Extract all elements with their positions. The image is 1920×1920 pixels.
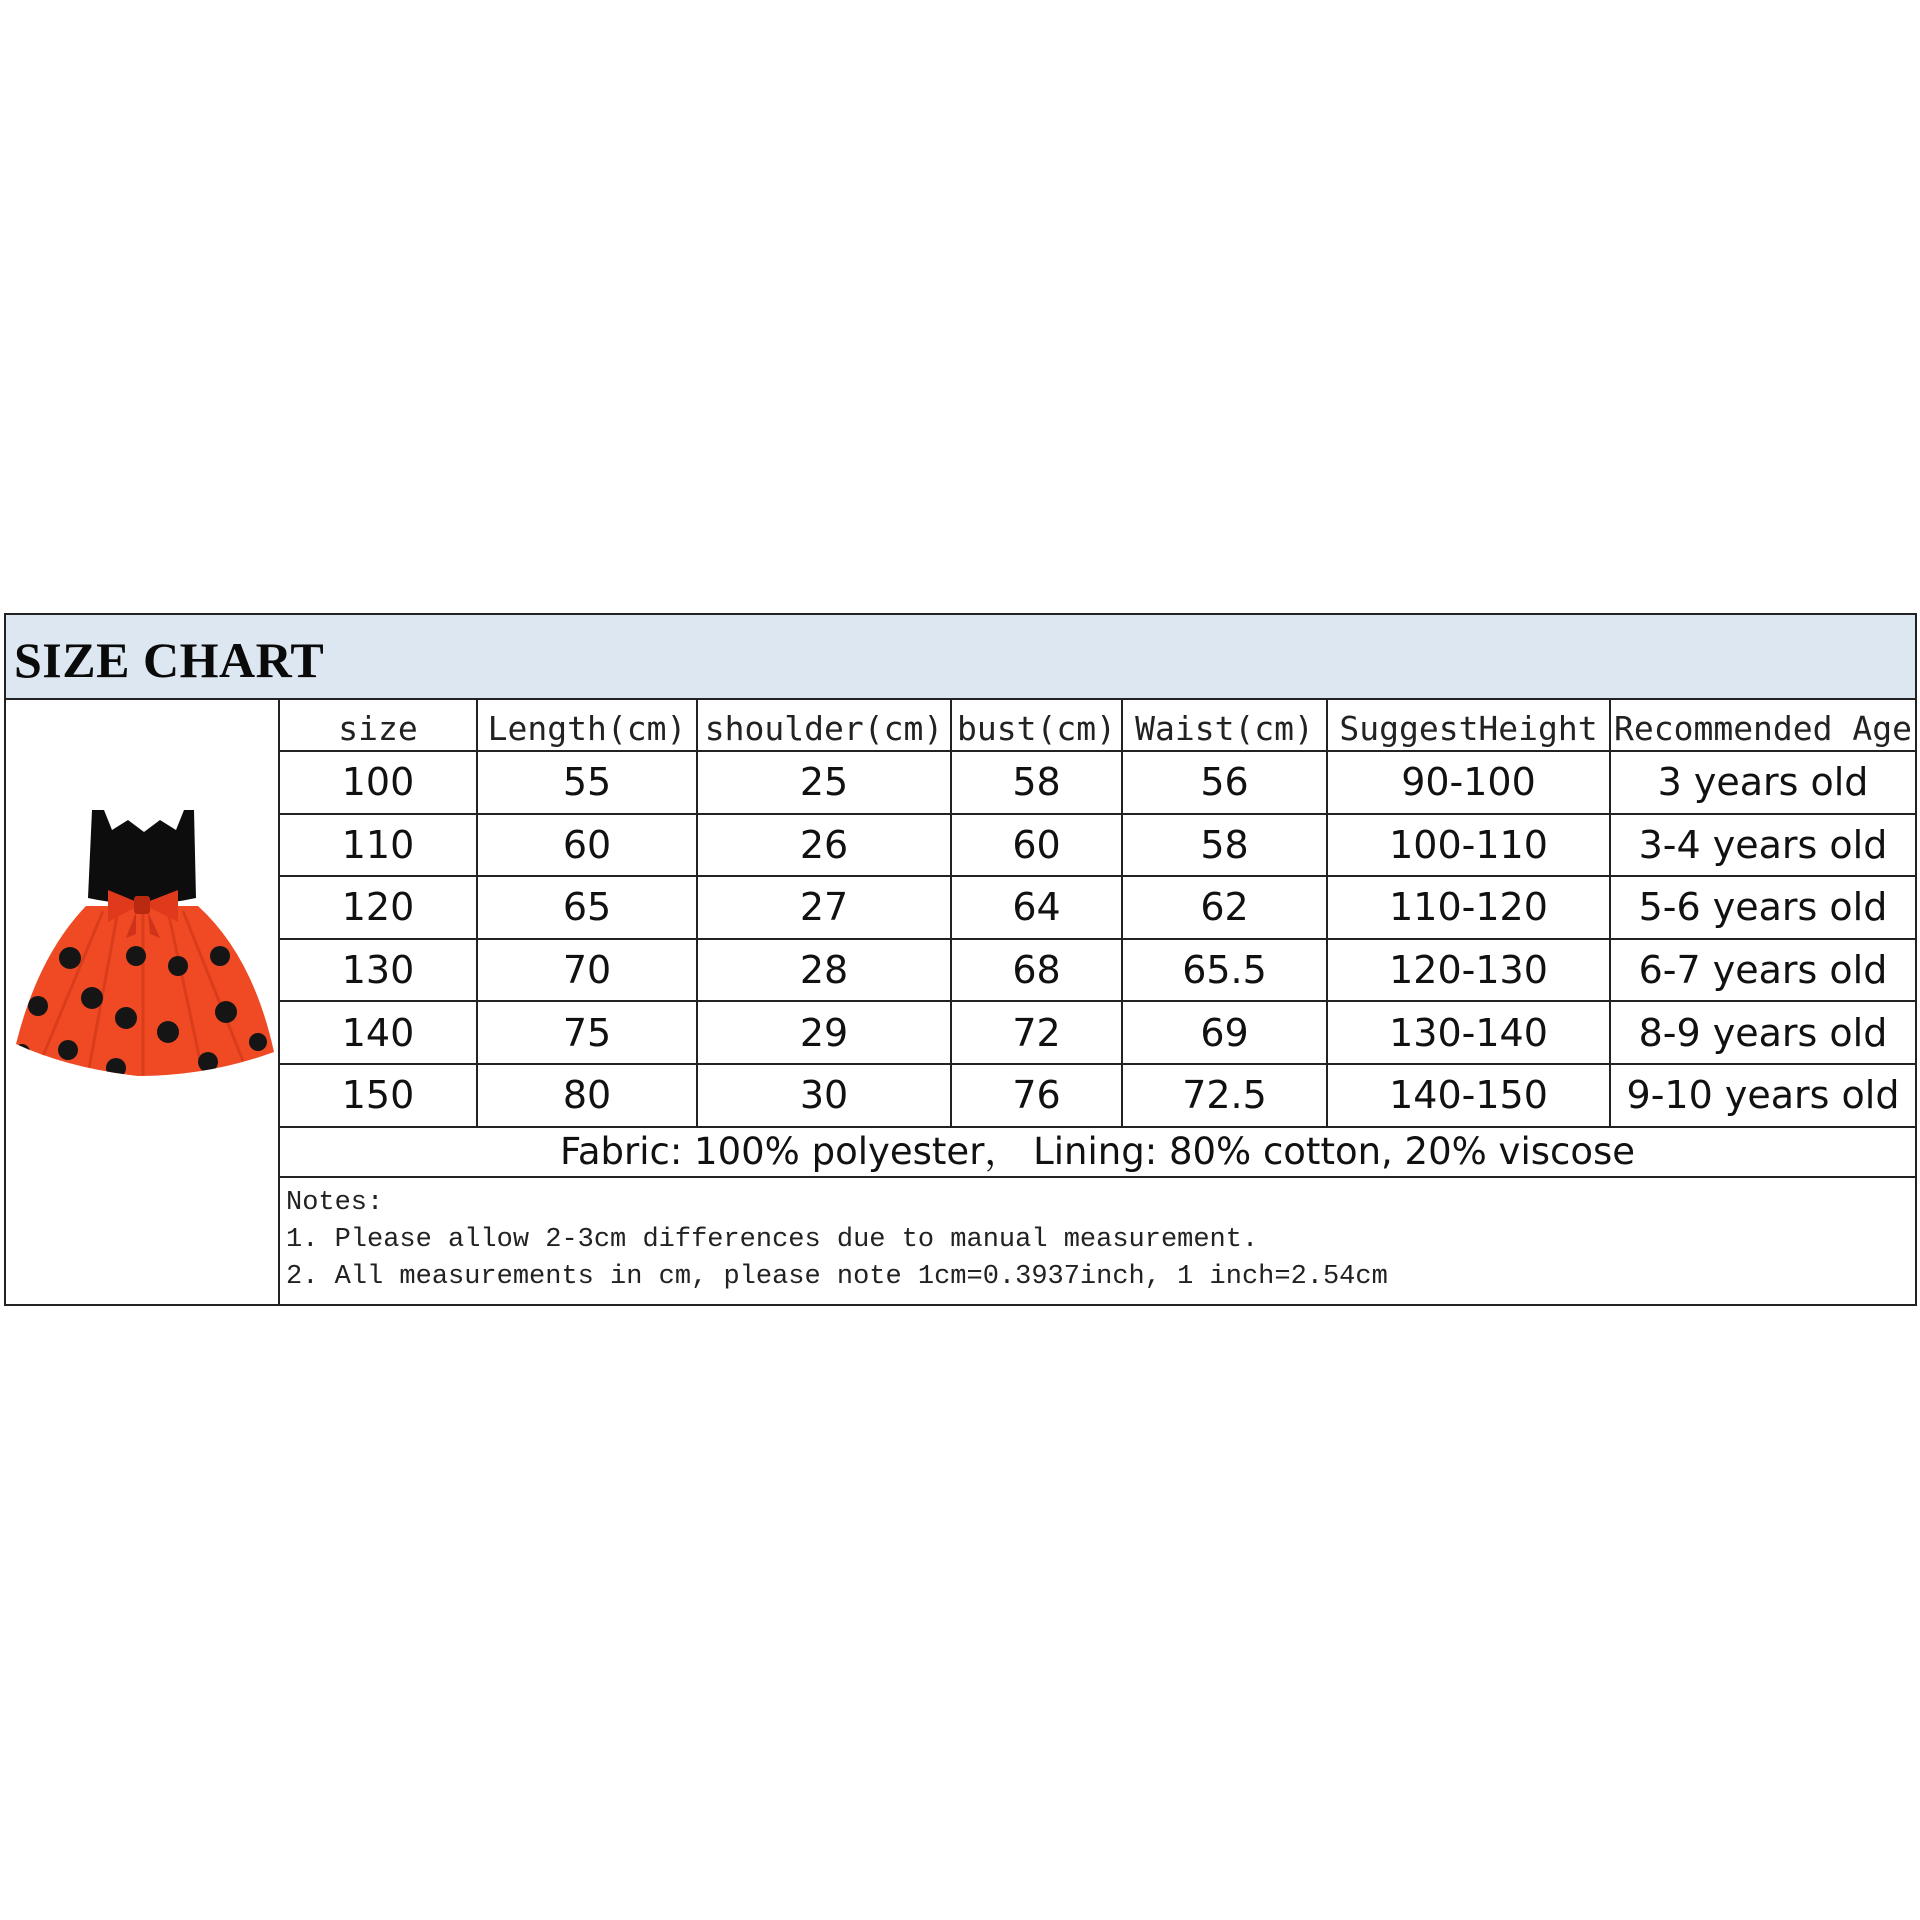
table-cell: 62 bbox=[1123, 877, 1328, 940]
table-cell: 120-130 bbox=[1328, 940, 1611, 1003]
table-cell: 30 bbox=[698, 1065, 952, 1128]
table-cell: 65.5 bbox=[1123, 940, 1328, 1003]
table-cell: 60 bbox=[952, 815, 1123, 878]
title-bar bbox=[6, 615, 1915, 700]
header-shoulder: shoulder(cm) bbox=[698, 700, 952, 752]
table-cell: 72.5 bbox=[1123, 1065, 1328, 1128]
header-suggest-height: SuggestHeight bbox=[1328, 700, 1611, 752]
table-cell: 9-10 years old bbox=[1611, 1065, 1915, 1128]
notes-heading: Notes: bbox=[286, 1188, 384, 1218]
header-recommended-age: Recommended Age bbox=[1611, 700, 1915, 752]
table-cell: 130 bbox=[280, 940, 478, 1003]
table-cell: 56 bbox=[1123, 752, 1328, 815]
table-cell: 27 bbox=[698, 877, 952, 940]
table-cell: 28 bbox=[698, 940, 952, 1003]
table-cell: 58 bbox=[952, 752, 1123, 815]
table-cell: 55 bbox=[478, 752, 698, 815]
table-cell: 65 bbox=[478, 877, 698, 940]
table-cell: 76 bbox=[952, 1065, 1123, 1128]
table-cell: 8-9 years old bbox=[1611, 1002, 1915, 1065]
table-cell: 110 bbox=[280, 815, 478, 878]
note-item: 1. Please allow 2-3cm differences due to manual measurement. bbox=[286, 1225, 1259, 1255]
table-cell: 5-6 years old bbox=[1611, 877, 1915, 940]
note-item: 2. All measurements in cm, please note 1cm=0.3937inch, 1 inch=2.54cm bbox=[286, 1262, 1388, 1292]
table-cell: 60 bbox=[478, 815, 698, 878]
table-cell: 120 bbox=[280, 877, 478, 940]
table-cell: 100-110 bbox=[1328, 815, 1611, 878]
fabric-info: Fabric: 100% polyester， Lining: 80% cotton, 20% viscose bbox=[280, 1120, 1915, 1178]
table-cell: 130-140 bbox=[1328, 1002, 1611, 1065]
header-bust: bust(cm) bbox=[952, 700, 1123, 752]
table-cell: 110-120 bbox=[1328, 877, 1611, 940]
table-cell: 25 bbox=[698, 752, 952, 815]
table-cell: 100 bbox=[280, 752, 478, 815]
table-cell: 29 bbox=[698, 1002, 952, 1065]
size-table bbox=[280, 700, 1915, 1120]
table-cell: 3-4 years old bbox=[1611, 815, 1915, 878]
table-cell: 80 bbox=[478, 1065, 698, 1128]
table-cell: 140 bbox=[280, 1002, 478, 1065]
table-cell: 140-150 bbox=[1328, 1065, 1611, 1128]
notes bbox=[280, 1178, 1915, 1304]
size-chart bbox=[4, 613, 1917, 1306]
header-length: Length(cm) bbox=[478, 700, 698, 752]
table-cell: 58 bbox=[1123, 815, 1328, 878]
table-cell: 64 bbox=[952, 877, 1123, 940]
table-cell: 72 bbox=[952, 1002, 1123, 1065]
header-waist: Waist(cm) bbox=[1123, 700, 1328, 752]
header-size: size bbox=[280, 700, 478, 752]
table-cell: 6-7 years old bbox=[1611, 940, 1915, 1003]
table-cell: 90-100 bbox=[1328, 752, 1611, 815]
table-cell: 3 years old bbox=[1611, 752, 1915, 815]
polka-dot-dress-icon bbox=[8, 806, 276, 1086]
table-cell: 150 bbox=[280, 1065, 478, 1128]
table-cell: 26 bbox=[698, 815, 952, 878]
table-cell: 70 bbox=[478, 940, 698, 1003]
table-cell: 68 bbox=[952, 940, 1123, 1003]
chart-title: SIZE CHART bbox=[14, 632, 325, 688]
table-cell: 69 bbox=[1123, 1002, 1328, 1065]
product-image-cell bbox=[6, 700, 280, 1304]
table-cell: 75 bbox=[478, 1002, 698, 1065]
